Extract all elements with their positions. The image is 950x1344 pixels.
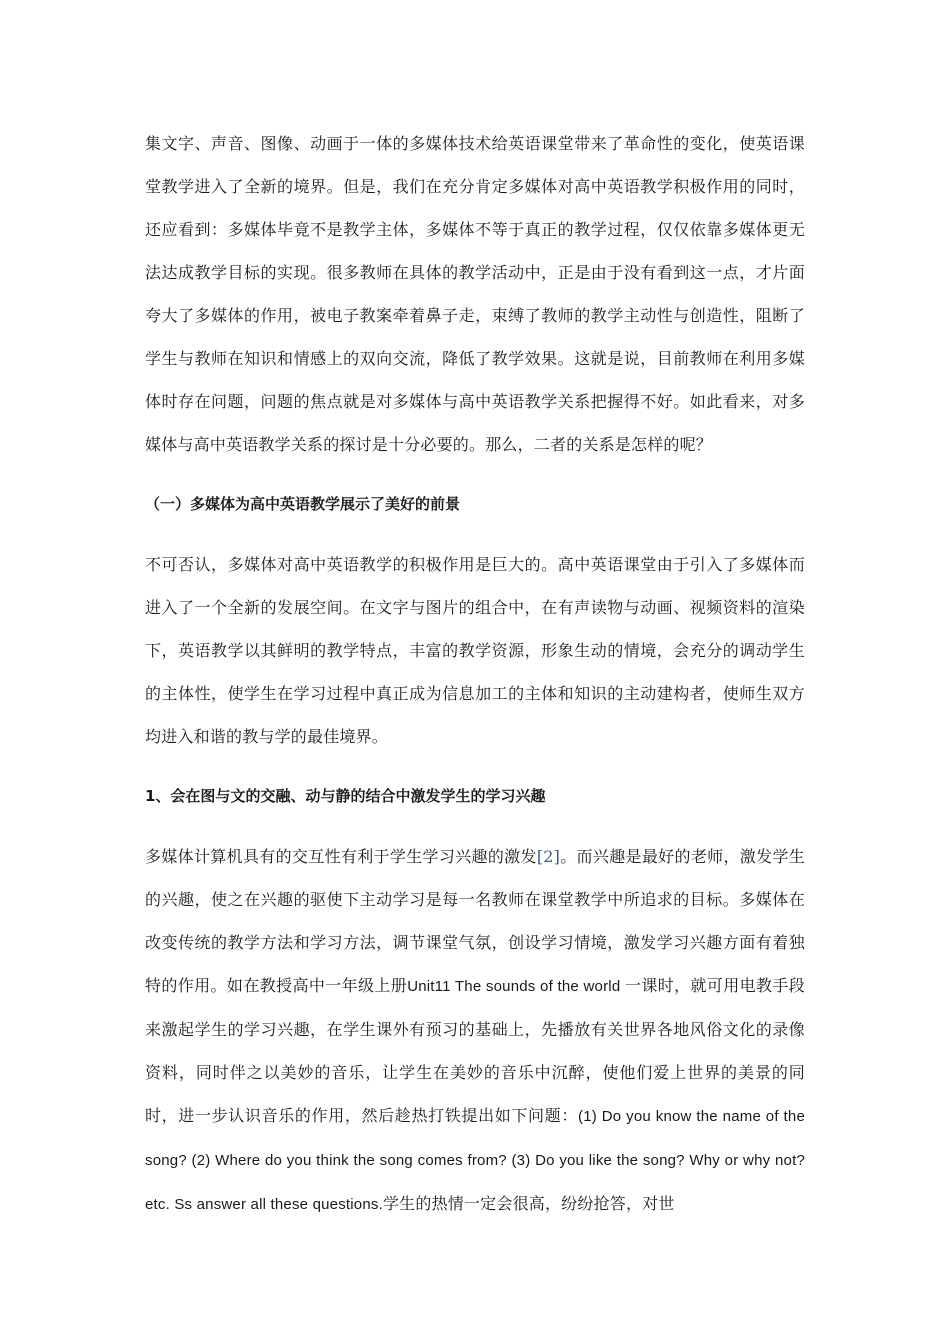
subsection-heading-interest: 1、会在图与文的交融、动与静的结合中激发学生的学习兴趣 xyxy=(145,787,546,805)
body-paragraph-interest xyxy=(145,835,805,1226)
citation-reference[interactable]: [2] xyxy=(536,847,561,866)
body-paragraph-benefits: 不可否认，多媒体对高中英语教学的积极作用是巨大的。高中英语课堂由于引入了多媒体而进入了一个全新的发展空间。在文字与图片的组合中，在有声读物与动画、视频资料的渲染下，英语教学以其鲜明的教学特点，丰富的教学资源，形象生动的情境，会充分的调动学生的主体性，使学生在学习过程中真正成为信息加工的主体和知识的主动建构者，使师生双方均进入和谐的教与学的最佳境界。 xyxy=(145,555,805,746)
paragraph-text-d: 学生的热情一定会很高，纷纷抢答，对世 xyxy=(382,1194,675,1213)
section-heading-prospect: （一）多媒体为高中英语教学展示了美好的前景 xyxy=(145,495,461,513)
english-questions-text: (1) Do you know the name of the song? (2) Where do you think the song comes from? (3) Do you like the song? Why or why not? etc. Ss answer all these questions. xyxy=(145,1108,805,1213)
document-body xyxy=(145,122,805,1226)
body-paragraph-intro: 集文字、声音、图像、动画于一体的多媒体技术给英语课堂带来了革命性的变化，使英语课堂教学进入了全新的境界。但是，我们在充分肯定多媒体对高中英语教学积极作用的同时，还应看到：多媒体毕竟不是教学主体，多媒体不等于真正的教学过程，仅仅依靠多媒体更无法达成教学目标的实现。很多教师在具体的教学活动中，正是由于没有看到这一点，才片面夸大了多媒体的作用，被电子教案牵着鼻子走，束缚了教师的教学主动性与创造性，阻断了学生与教师在知识和情感上的双向交流，降低了教学效果。这就是说，目前教师在利用多媒体时存在问题，问题的焦点就是对多媒体与高中英语教学关系把握得不好。如此看来，对多媒体与高中英语教学关系的探讨是十分必要的。那么，二者的关系是怎样的呢？ xyxy=(145,134,805,454)
paragraph-text-c: 一课时，就可用电教手段来激起学生的学习兴趣，在学生课外有预习的基础上，先播放有关世界各地风俗文化的录像资料，同时伴之以美妙的音乐，让学生在美妙的音乐中沉醉，使他们爱上世界的美景的同时，进一步认识音乐的作用，然后趁热打铁提出如下问题： xyxy=(145,976,806,1125)
unit-title-text: Unit11 The sounds of the world xyxy=(407,978,625,995)
paragraph-text-a: 多媒体计算机具有的交互性有利于学生学习兴趣的激发 xyxy=(145,847,537,866)
paragraph-text-b: 。而兴趣是最好的老师，激发学生的兴趣，使之在兴趣的驱使下主动学习是每一名教师在课堂教学中所追求的目标。多媒体在改变传统的教学方法和学习方法，调节课堂气氛，创设学习情境，激发学习兴趣方面有着独特的作用。如在教授高中一年级上册 xyxy=(145,847,805,995)
